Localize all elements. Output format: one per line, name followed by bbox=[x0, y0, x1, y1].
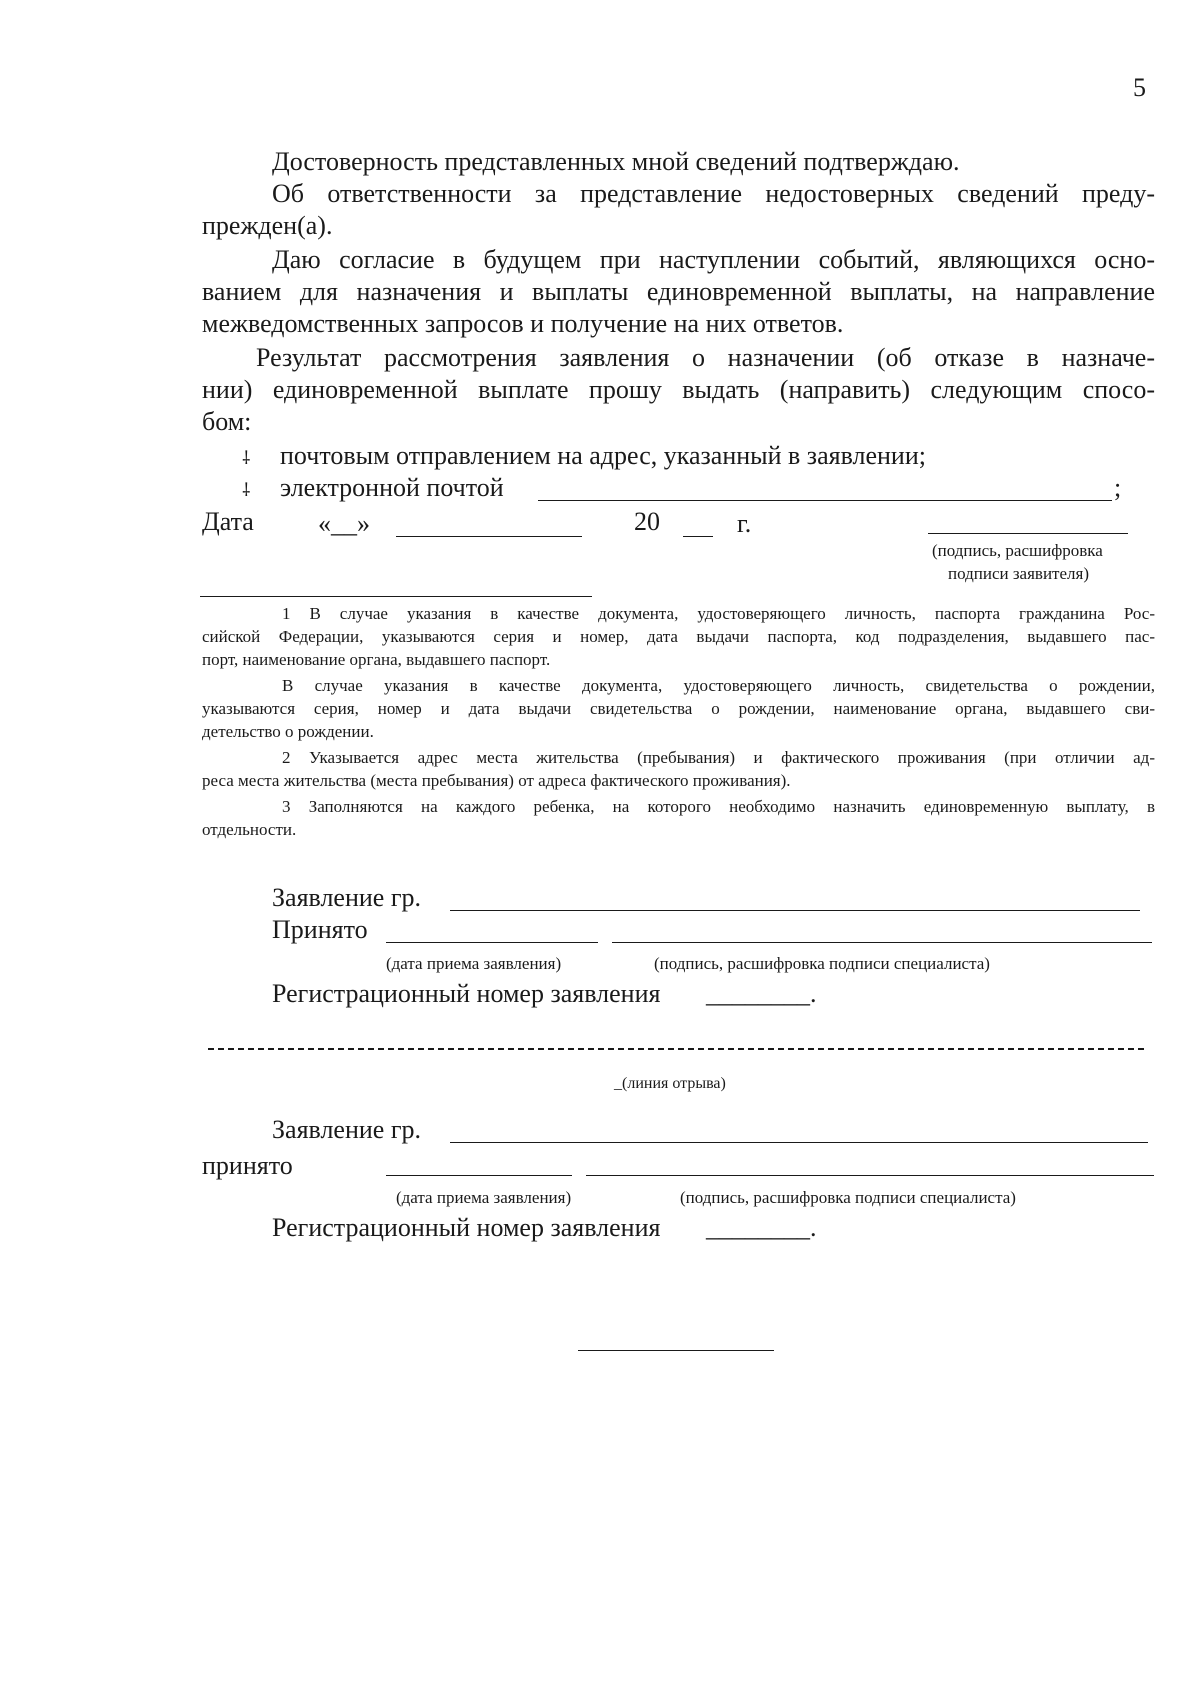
top-reg-number-label: Регистрационный номер заявления bbox=[272, 979, 661, 1008]
option-email-checkbox[interactable]: ⸸ bbox=[242, 480, 251, 501]
confirmation-paragraph: Достоверность представленных мной сведений подтверждаю. bbox=[272, 147, 960, 176]
result-paragraph-line3: бом: bbox=[202, 407, 252, 436]
date-year-prefix: 20 bbox=[634, 507, 660, 536]
date-year-field[interactable] bbox=[683, 536, 713, 537]
result-paragraph-line1: Результат рассмотрения заявления о назначении (об отказе в назначе- bbox=[256, 343, 1155, 372]
applicant-signature-line[interactable] bbox=[928, 533, 1128, 534]
bottom-reg-number-field[interactable]: ________. bbox=[706, 1213, 817, 1242]
bottom-applicant-name-line[interactable] bbox=[450, 1142, 1148, 1143]
footnote-1b-line1: В случае указания в качестве документа, удостоверяющего личность, свидетельства о рождении, bbox=[282, 676, 1155, 695]
top-date-caption: (дата приема заявления) bbox=[386, 954, 562, 973]
bottom-signature-caption: (подпись, расшифровка подписи специалиста) bbox=[680, 1188, 1016, 1207]
consent-paragraph-line1: Даю согласие в будущем при наступлении событий, являющихся осно- bbox=[272, 245, 1155, 274]
email-input-line[interactable] bbox=[538, 500, 1112, 501]
tear-off-label: _(линия отрыва) bbox=[614, 1075, 726, 1092]
footnote-3-line2: отдельности. bbox=[202, 820, 297, 839]
bottom-date-caption: (дата приема заявления) bbox=[396, 1188, 572, 1207]
date-month-field[interactable] bbox=[396, 536, 582, 537]
bottom-application-label: Заявление гр. bbox=[272, 1115, 422, 1144]
top-specialist-signature-line[interactable] bbox=[612, 942, 1152, 943]
footnote-1-line2: сийской Федерации, указываются серия и номер, дата выдачи паспорта, код подразделения, выдавшего пас- bbox=[202, 627, 1155, 646]
footnote-3-line1: 3 Заполняются на каждого ребенка, на которого необходимо назначить единовременную выплату, в bbox=[282, 797, 1155, 816]
tear-off-dashed-line bbox=[208, 1048, 1144, 1050]
footnote-1b-line3: детельство о рождении. bbox=[202, 722, 374, 741]
option-postal-label: почтовым отправлением на адрес, указанный в заявлении; bbox=[280, 441, 926, 470]
footnote-1b-line2: указываются серия, номер и дата выдачи свидетельства о рождении, наименование органа, выдавшего сви- bbox=[202, 699, 1155, 718]
option-postal-checkbox[interactable]: ⸸ bbox=[242, 448, 251, 469]
applicant-signature-caption-line2: подписи заявителя) bbox=[948, 564, 1089, 583]
footnote-2-line1: 2 Указывается адрес места жительства (пребывания) и фактического проживания (при отличии ад- bbox=[282, 748, 1155, 767]
responsibility-paragraph-line2: прежден(а). bbox=[202, 211, 333, 240]
responsibility-paragraph-line1: Об ответственности за представление недостоверных сведений преду- bbox=[272, 179, 1155, 208]
top-accepted-label: Принято bbox=[272, 915, 368, 944]
footnote-1-line1: 1 В случае указания в качестве документа, удостоверяющего личность, паспорта гражданина Рос- bbox=[282, 604, 1155, 623]
closing-rule bbox=[578, 1350, 774, 1351]
top-application-label: Заявление гр. bbox=[272, 883, 422, 912]
footnote-1-line3: порт, наименование органа, выдавшего паспорт. bbox=[202, 650, 551, 669]
top-reg-number-field[interactable]: ________. bbox=[706, 979, 817, 1008]
consent-paragraph-line3: межведомственных запросов и получение на них ответов. bbox=[202, 309, 844, 338]
result-paragraph-line2: нии) единовременной выплате прошу выдать (направить) следующим спосо- bbox=[202, 375, 1155, 404]
bottom-accept-date-line[interactable] bbox=[386, 1175, 572, 1176]
option-email-label: электронной почтой bbox=[280, 473, 504, 502]
bottom-specialist-signature-line[interactable] bbox=[586, 1175, 1154, 1176]
page-number: 5 bbox=[1133, 73, 1146, 102]
date-year-suffix: г. bbox=[737, 509, 752, 538]
bottom-accepted-label: принято bbox=[202, 1151, 293, 1180]
footnote-2-line2: реса места жительства (места пребывания) от адреса фактического проживания). bbox=[202, 771, 791, 790]
top-accept-date-line[interactable] bbox=[386, 942, 598, 943]
footnote-separator bbox=[200, 596, 592, 597]
top-signature-caption: (подпись, расшифровка подписи специалиста) bbox=[654, 954, 990, 973]
date-day-field[interactable]: «__» bbox=[318, 509, 370, 538]
consent-paragraph-line2: ванием для назначения и выплаты единовременной выплаты, на направление bbox=[202, 277, 1155, 306]
top-applicant-name-line[interactable] bbox=[450, 910, 1140, 911]
bottom-reg-number-label: Регистрационный номер заявления bbox=[272, 1213, 661, 1242]
applicant-signature-caption-line1: (подпись, расшифровка bbox=[932, 541, 1103, 560]
date-label: Дата bbox=[202, 507, 254, 536]
email-line-end: ; bbox=[1114, 473, 1122, 502]
